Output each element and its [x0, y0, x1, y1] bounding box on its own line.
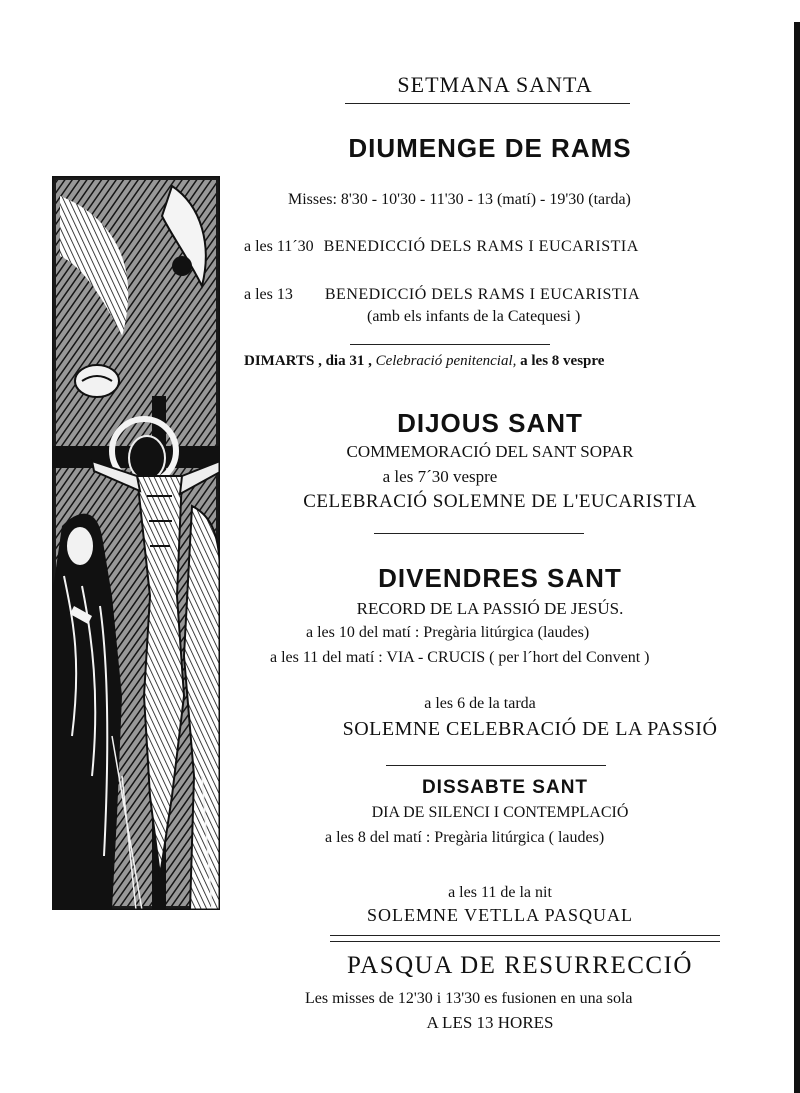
tuesday-day: DIMARTS , dia 31 ,: [244, 353, 372, 369]
holy-thursday-line3: CELEBRACIÓ SOLEMNE DE L'EUCARISTIA: [303, 491, 697, 512]
scan-edge: [794, 22, 800, 1093]
blessing-13-note: (amb els infants de la Catequesi ): [367, 308, 581, 325]
blessing-13-text: BENEDICCIÓ DELS RAMS I EUCARISTIA: [324, 286, 641, 303]
good-friday-line1: RECORD DE LA PASSIÓ DE JESÚS.: [356, 599, 624, 618]
blessing-13-time: a les 13: [244, 286, 293, 303]
good-friday-line3: a les 11 del matí : VIA - CRUCIS ( per l´hort del Convent ): [270, 649, 650, 666]
easter-line1: Les misses de 12'30 i 13'30 es fusionen en una sola: [305, 990, 633, 1007]
easter-heading: PASQUA DE RESURRECCIÓ: [347, 952, 693, 979]
palm-sunday-masses: Misses: 8'30 - 10'30 - 11'30 - 13 (matí) - 19'30 (tarda): [288, 191, 631, 208]
title-underline: [345, 103, 630, 104]
easter-line2: A LES 13 HORES: [426, 1013, 554, 1032]
blessing-1130-time: a les 11´30: [244, 238, 314, 255]
palm-sunday-heading: DIUMENGE DE RAMS: [348, 133, 632, 163]
good-friday-line2: a les 10 del matí : Pregària litúrgica (laudes): [306, 624, 590, 641]
holy-saturday-line4: SOLEMNE VETLLA PASQUAL: [366, 905, 634, 925]
holy-thursday-heading: DIJOUS SANT: [397, 408, 583, 438]
good-friday-heading: DIVENDRES SANT: [378, 563, 622, 593]
good-friday-line5: SOLEMNE CELEBRACIÓ DE LA PASSIÓ: [342, 718, 718, 740]
saturday-divider-top: [386, 765, 606, 766]
palm-sunday-divider: [350, 344, 550, 345]
page-title: SETMANA SANTA: [397, 72, 593, 97]
blessing-13: [244, 286, 640, 304]
holy-thursday-line1: COMMEMORACIÓ DEL SANT SOPAR: [346, 442, 634, 461]
holy-saturday-line1: DIA DE SILENCI I CONTEMPLACIÓ: [371, 804, 629, 821]
good-friday-line4: a les 6 de la tarda: [424, 695, 536, 712]
tuesday-event: Celebració penitencial,: [375, 353, 517, 369]
thursday-divider: [374, 533, 584, 534]
holy-saturday-line3: a les 11 de la nit: [448, 884, 552, 901]
holy-saturday-line2: a les 8 del matí : Pregària litúrgica ( laudes): [325, 829, 605, 846]
tuesday-time: a les 8 vespre: [520, 353, 605, 369]
holy-saturday-heading: DISSABTE SANT: [421, 777, 589, 798]
crucifixion-illustration: [52, 176, 220, 910]
blessing-1130: [244, 238, 639, 256]
blessing-1130-text: BENEDICCIÓ DELS RAMS I EUCARISTIA: [323, 238, 639, 255]
tuesday-line: [244, 353, 604, 370]
holy-thursday-line2: a les 7´30 vespre: [382, 467, 498, 486]
easter-double-rule: [330, 935, 720, 942]
